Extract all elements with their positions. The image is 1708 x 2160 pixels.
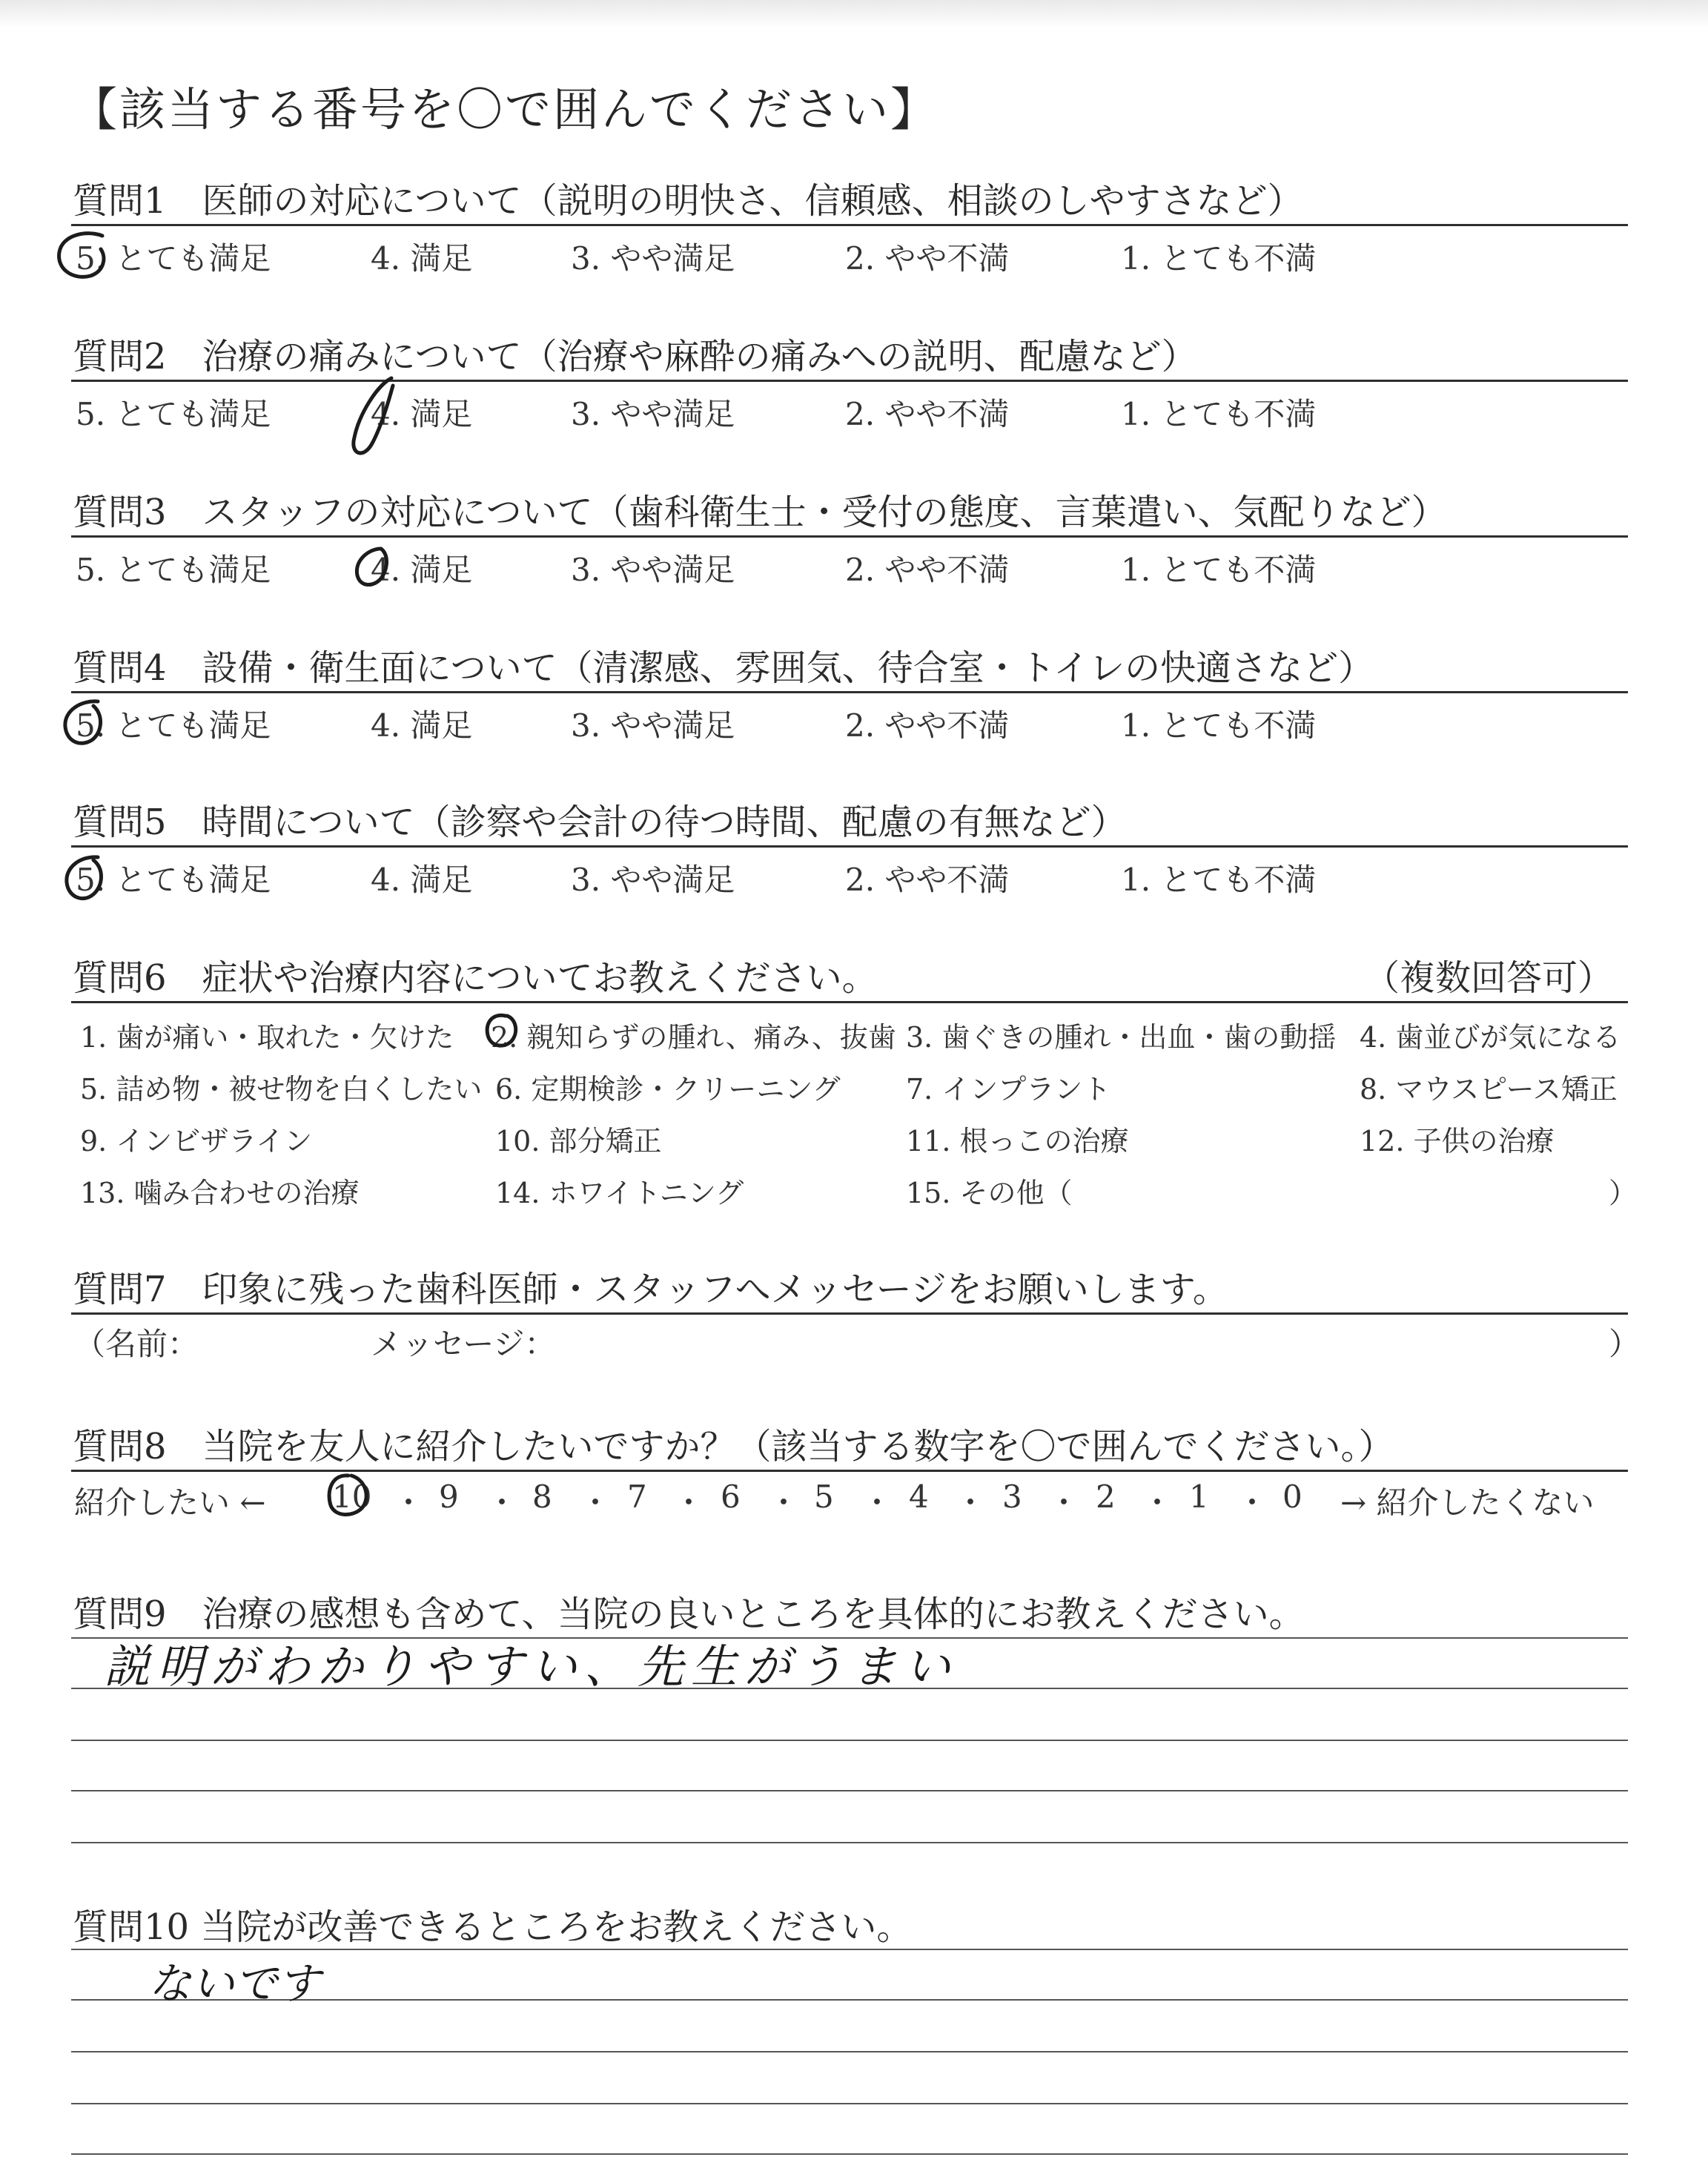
option-5[interactable]: 5. とても満足 — [76, 396, 271, 432]
option-4[interactable]: 4. 満足 — [371, 396, 473, 432]
symptom-item-8[interactable]: 8. マウスピース矯正 — [1360, 1073, 1618, 1106]
symptom-item-1[interactable]: 1. 歯が痛い・取れた・欠けた — [80, 1021, 454, 1054]
symptom-item-13[interactable]: 13. 噛み合わせの治療 — [80, 1177, 360, 1209]
scale-dot: ・ — [673, 1484, 705, 1521]
answer-line — [71, 2103, 1628, 2104]
option-3[interactable]: 3. やや満足 — [571, 552, 735, 588]
divider — [71, 1312, 1628, 1315]
handwritten-answer[interactable]: 説明がわかりやすい、先生がうまい — [104, 1639, 959, 1694]
answer-line — [71, 1790, 1628, 1791]
option-3[interactable]: 3. やや満足 — [571, 707, 735, 744]
symptom-item-11[interactable]: 11. 根っこの治療 — [906, 1125, 1129, 1157]
scale-dot: ・ — [861, 1484, 893, 1521]
symptom-item-5[interactable]: 5. 詰め物・被せ物を白くしたい — [80, 1073, 483, 1106]
form-heading: 【該当する番号を〇で囲んでください】 — [71, 82, 939, 136]
answer-line — [71, 1740, 1628, 1741]
scale-dot: ・ — [393, 1484, 425, 1521]
message-label: メッセージ： — [371, 1326, 556, 1362]
option-1[interactable]: 1. とても不満 — [1121, 862, 1317, 898]
option-1[interactable]: 1. とても不満 — [1121, 396, 1317, 432]
scale-5[interactable]: 5 — [814, 1479, 834, 1515]
option-5[interactable]: 5. とても満足 — [76, 707, 271, 744]
scale-3[interactable]: 3 — [1002, 1479, 1022, 1515]
scale-9[interactable]: 9 — [439, 1479, 459, 1515]
option-2[interactable]: 2. やや不満 — [845, 862, 1010, 898]
divider — [71, 1470, 1628, 1472]
multiple-answers-note: （複数回答可） — [1364, 957, 1614, 999]
scale-dot: ・ — [955, 1484, 987, 1521]
scale-dot: ・ — [1237, 1484, 1268, 1521]
option-2[interactable]: 2. やや不満 — [845, 707, 1010, 744]
question-title: 質問2 治療の痛みについて（治療や麻酔の痛みへの説明、配慮など） — [73, 336, 1197, 377]
answer-line — [71, 2153, 1628, 2155]
question-title: 質問3 スタッフの対応について（歯科衛生士・受付の態度、言葉遣い、気配りなど） — [73, 492, 1447, 533]
not-recommend-label: → 紹介したくない — [1340, 1484, 1595, 1521]
option-4[interactable]: 4. 満足 — [371, 862, 473, 898]
question-title: 質問9 治療の感想も含めて、当院の良いところを具体的にお教えください。 — [73, 1593, 1305, 1635]
option-3[interactable]: 3. やや満足 — [571, 240, 735, 277]
option-1[interactable]: 1. とても不満 — [1121, 707, 1317, 744]
option-5[interactable]: 5. とても満足 — [76, 862, 271, 898]
scale-dot: ・ — [1048, 1484, 1080, 1521]
name-label: （名前： — [74, 1326, 199, 1362]
scale-2[interactable]: 2 — [1096, 1479, 1116, 1515]
other-close-paren: ） — [1609, 1177, 1638, 1209]
scale-dot: ・ — [1142, 1484, 1174, 1521]
symptom-item-9[interactable]: 9. インビザライン — [80, 1125, 313, 1157]
divider — [71, 1001, 1628, 1003]
symptom-item-7[interactable]: 7. インプラント — [906, 1073, 1111, 1106]
symptom-item-12[interactable]: 12. 子供の治療 — [1360, 1125, 1555, 1157]
scale-dot: ・ — [486, 1484, 518, 1521]
question-title: 質問6 症状や治療内容についてお教えください。 — [73, 957, 878, 999]
answer-line — [71, 2051, 1628, 2052]
option-3[interactable]: 3. やや満足 — [571, 862, 735, 898]
symptom-item-6[interactable]: 6. 定期検診・クリーニング — [495, 1073, 841, 1106]
divider — [71, 845, 1628, 848]
scale-0[interactable]: 0 — [1282, 1479, 1302, 1515]
question-title: 質問10 当院が改善できるところをお教えください。 — [73, 1906, 913, 1948]
option-5[interactable]: 5. とても満足 — [76, 240, 271, 277]
option-1[interactable]: 1. とても不満 — [1121, 240, 1317, 277]
option-2[interactable]: 2. やや不満 — [845, 396, 1010, 432]
divider — [71, 535, 1628, 538]
divider — [71, 380, 1628, 382]
symptom-item-4[interactable]: 4. 歯並びが気になる — [1360, 1021, 1621, 1054]
option-4[interactable]: 4. 満足 — [371, 707, 473, 744]
symptom-item-2[interactable]: 2. 親知らずの腫れ、痛み、抜歯 — [491, 1021, 896, 1054]
symptom-item-3[interactable]: 3. 歯ぐきの腫れ・出血・歯の動揺 — [906, 1021, 1337, 1054]
divider — [71, 691, 1628, 693]
recommend-label: 紹介したい ← — [74, 1484, 266, 1521]
option-5[interactable]: 5. とても満足 — [76, 552, 271, 588]
question-title: 質問4 設備・衛生面について（清潔感、雰囲気、待合室・トイレの快適さなど） — [73, 647, 1374, 689]
option-4[interactable]: 4. 満足 — [371, 240, 473, 277]
scale-8[interactable]: 8 — [532, 1479, 552, 1515]
scale-10[interactable]: 10 — [332, 1479, 372, 1515]
option-3[interactable]: 3. やや満足 — [571, 396, 735, 432]
option-2[interactable]: 2. やや不満 — [845, 240, 1010, 277]
question-title: 質問1 医師の対応について（説明の明快さ、信頼感、相談のしやすさなど） — [73, 180, 1303, 222]
question-title: 質問8 当院を友人に紹介したいですか？（該当する数字を〇で囲んでください。） — [73, 1426, 1394, 1467]
message-close-paren: ） — [1609, 1326, 1641, 1362]
divider — [71, 224, 1628, 226]
scale-dot: ・ — [580, 1484, 612, 1521]
scale-6[interactable]: 6 — [721, 1479, 741, 1515]
symptom-item-15[interactable]: 15. その他（ — [906, 1177, 1073, 1209]
symptom-item-10[interactable]: 10. 部分矯正 — [495, 1125, 662, 1157]
question-title: 質問5 時間について（診察や会計の待つ時間、配慮の有無など） — [73, 802, 1127, 843]
scale-1[interactable]: 1 — [1189, 1479, 1209, 1515]
symptom-item-14[interactable]: 14. ホワイトニング — [495, 1177, 744, 1209]
scale-7[interactable]: 7 — [627, 1479, 647, 1515]
answer-line — [71, 1842, 1628, 1843]
question-title: 質問7 印象に残った歯科医師・スタッフへメッセージをお願いします。 — [73, 1269, 1228, 1310]
handwritten-answer[interactable]: ないです — [148, 1958, 321, 2009]
option-2[interactable]: 2. やや不満 — [845, 552, 1010, 588]
option-1[interactable]: 1. とても不満 — [1121, 552, 1317, 588]
scale-4[interactable]: 4 — [909, 1479, 929, 1515]
option-4[interactable]: 4. 満足 — [371, 552, 473, 588]
scan-top-edge — [0, 0, 1708, 28]
scale-dot: ・ — [768, 1484, 800, 1521]
